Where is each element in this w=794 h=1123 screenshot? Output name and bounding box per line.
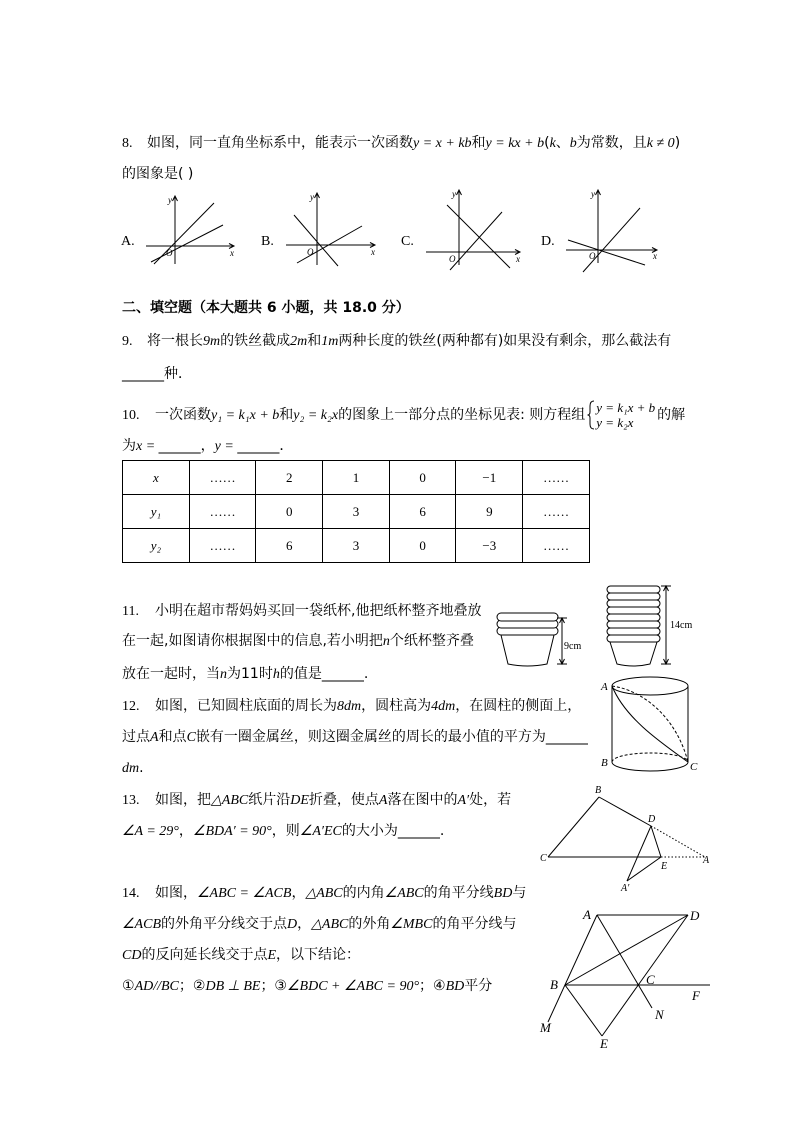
option-a-label: A. — [121, 234, 135, 249]
point-b-label: B — [595, 785, 602, 796]
text: 处，若 — [469, 792, 512, 808]
table-cell: …… — [189, 495, 256, 529]
table-cell: −3 — [456, 529, 523, 563]
point-a-prime-label: A′ — [621, 883, 630, 894]
math: h — [272, 667, 280, 682]
math: D — [287, 917, 298, 932]
tall-stack-dimension — [661, 586, 692, 664]
text: ；② — [178, 978, 206, 994]
tall-cup-rim — [607, 593, 660, 600]
q11-line-3 — [122, 664, 368, 684]
table-cell: …… — [523, 495, 590, 529]
brace-icon — [587, 400, 595, 430]
text: 过点 — [122, 729, 150, 745]
math: ∠A = 29° — [122, 824, 179, 839]
text: 的角平分线与 — [432, 916, 517, 932]
short-cup-body — [501, 635, 554, 666]
text: ，以下结论： — [276, 947, 361, 963]
math: E — [267, 948, 277, 963]
point-c-label: C — [646, 972, 655, 987]
q12-line-2 — [122, 727, 588, 747]
table-cell: 0 — [389, 461, 456, 495]
question-number: 12. — [122, 699, 140, 714]
text: 和点 — [158, 729, 187, 745]
graph-c-line-1 — [447, 205, 510, 268]
text: 小明在超市帮妈妈买回一袋纸杯,他把纸杯整齐地叠放 — [155, 603, 482, 619]
math: y₂ = k₂x — [293, 408, 339, 423]
graph-d-line-2 — [568, 240, 645, 265]
math: A — [150, 730, 159, 745]
graph-a-x-label: x — [230, 248, 234, 258]
math: A — [378, 793, 388, 808]
question-number: 10. — [122, 408, 140, 423]
q10-line-2 — [122, 436, 293, 456]
math: 1m — [321, 334, 339, 349]
text: 和 — [307, 333, 322, 349]
point-n-label: N — [655, 1007, 664, 1022]
graph-b-line-1 — [294, 215, 338, 266]
q14-line-1 — [122, 883, 526, 903]
graph-c-x-label: x — [516, 254, 520, 264]
tall-cup-rim — [607, 635, 660, 642]
system-equation-1: y = k₁x + b — [596, 400, 656, 415]
tall-cup-rim — [607, 607, 660, 614]
segment-bd — [565, 915, 688, 985]
segment-be — [565, 985, 602, 1036]
math: b — [569, 136, 577, 151]
tall-cup-rim — [607, 621, 660, 628]
table-row — [123, 495, 590, 529]
text: ，圆柱高为 — [361, 698, 432, 714]
text: ；③ — [260, 978, 287, 994]
line-de — [602, 915, 688, 1036]
tall-height-label: 14cm — [670, 620, 693, 631]
section-heading: 二、填空题（本大题共 6 小题，共 18.0 分） — [122, 300, 410, 316]
option-b-label: B. — [261, 234, 274, 249]
text: 纸片沿 — [248, 792, 291, 808]
text: 两种长度的铁丝(两种都有)如果没有剩余，那么截法有 — [338, 333, 672, 349]
math: 8dm — [337, 699, 362, 714]
graph-d-line-1 — [583, 208, 640, 272]
graph-d-y-label: y — [591, 189, 595, 199]
table-row — [123, 461, 590, 495]
short-stack-dimension — [557, 618, 581, 664]
point-c-label: C — [540, 853, 547, 864]
table-row — [123, 529, 590, 563]
text: 的大小为______. — [341, 823, 445, 839]
text: ，则 — [271, 823, 300, 839]
tall-cup-rim — [607, 600, 660, 607]
q11-line-1 — [122, 601, 481, 621]
math: y = kx + b — [485, 136, 545, 151]
text: 与 — [512, 885, 527, 901]
text: 在一起,如图请你根据图中的信息,若小明把 — [122, 633, 383, 649]
text: ， — [178, 823, 193, 839]
text: 如图，把 — [155, 792, 211, 808]
math: CD — [122, 948, 142, 963]
point-m-label: M — [540, 1020, 551, 1035]
table-cell: 3 — [323, 529, 390, 563]
cylinder-bottom-front — [612, 762, 688, 771]
math: △ABC — [211, 793, 249, 808]
math: y = x + kb — [413, 136, 472, 151]
question-number: 13. — [122, 793, 140, 808]
segment-bc — [548, 797, 599, 857]
math: 4dm — [431, 699, 456, 714]
text: 放在一起时，当 — [122, 666, 220, 682]
text: 将一根长 — [147, 333, 203, 349]
table-cell: …… — [523, 461, 590, 495]
cups-figure — [497, 586, 692, 666]
q11-line-2 — [122, 631, 474, 651]
graph-b — [286, 192, 375, 266]
math: ∠A′EC — [299, 824, 342, 839]
math: dm — [122, 761, 140, 776]
short-height-label: 9cm — [564, 641, 582, 652]
text: 的角平分线 — [423, 885, 494, 901]
table-cell: −1 — [456, 461, 523, 495]
q9-line-1 — [122, 331, 671, 351]
math: ∠ABC — [384, 886, 424, 901]
option-c-label: C. — [401, 234, 414, 249]
graph-c-origin-label: O — [449, 254, 456, 264]
question-number: 14. — [122, 886, 140, 901]
math: A′ — [457, 793, 470, 808]
segment-bd — [599, 797, 651, 826]
wire-front — [612, 686, 688, 762]
tall-cup-stack — [607, 586, 660, 666]
table-cell: 0 — [389, 529, 456, 563]
table-cell: 0 — [256, 495, 323, 529]
line-am — [548, 915, 597, 1022]
graph-c — [426, 189, 520, 270]
table-cell: 3 — [323, 495, 390, 529]
text: 的解 — [657, 407, 686, 423]
short-cup-stack — [497, 613, 558, 666]
wire-back — [612, 686, 688, 762]
graph-b-origin-label: O — [307, 247, 314, 257]
math: n — [220, 667, 227, 682]
table-cell: 6 — [256, 529, 323, 563]
text: ，在圆柱的侧面上， — [455, 698, 582, 714]
text: ；④ — [419, 978, 446, 994]
text: 、 — [555, 135, 570, 151]
math: x = — [136, 439, 159, 454]
math: C — [186, 730, 196, 745]
math: y₁ = k₁x + b — [211, 408, 280, 423]
answer-blank: ______． — [237, 438, 294, 454]
tall-cup-rim — [607, 586, 660, 593]
math: △ABC — [305, 886, 343, 901]
fold-triangle-figure — [540, 785, 710, 894]
text: 和 — [471, 135, 486, 151]
equation-system — [587, 400, 655, 430]
q8-line-1 — [122, 133, 680, 153]
q14-line-3 — [122, 945, 360, 965]
text: 为 — [122, 438, 136, 454]
q10-line-1 — [122, 400, 686, 430]
math: ∠ACB — [122, 917, 161, 932]
graph-b-y-label: y — [310, 192, 314, 202]
math: 9m — [203, 334, 221, 349]
text: ① — [122, 978, 135, 994]
text: 一次函数 — [155, 407, 211, 423]
text: 折叠，使点 — [308, 792, 379, 808]
text: 的反向延长线交于点 — [141, 947, 268, 963]
math: ∠MBC — [390, 917, 433, 932]
math: n — [382, 634, 390, 649]
table-cell: y₂ — [123, 529, 190, 563]
graph-a-origin-label: O — [166, 248, 173, 258]
text: . — [139, 760, 144, 776]
graph-a-y-label: y — [168, 195, 172, 205]
q13-line-2 — [122, 821, 444, 841]
point-e-label: E — [661, 861, 668, 872]
question-number: 8. — [122, 136, 133, 151]
table-cell: x — [123, 461, 190, 495]
math: △ABC — [311, 917, 349, 932]
q8-line-2: 的图象是( ) — [122, 166, 194, 182]
text: 如图，已知圆柱底面的周长为 — [155, 698, 337, 714]
text: 为常数，且 — [576, 135, 647, 151]
q12-line-1 — [122, 696, 581, 716]
table-cell: 2 — [256, 461, 323, 495]
graph-b-x-label: x — [371, 247, 375, 257]
text: 平分 — [464, 978, 493, 994]
point-a-label: A — [601, 681, 608, 693]
table-cell: 9 — [456, 495, 523, 529]
math: k — [549, 136, 556, 151]
math: k ≠ 0 — [646, 136, 675, 151]
text: 和 — [279, 407, 294, 423]
text: ， — [297, 916, 312, 932]
graph-a — [146, 195, 234, 264]
values-table — [122, 460, 590, 563]
text: 的值是______. — [279, 666, 369, 682]
math: ∠ABC = ∠ACB — [197, 886, 292, 901]
point-b-label: B — [601, 757, 608, 769]
point-a-label: A — [583, 907, 591, 922]
point-c-label: C — [690, 761, 698, 773]
math: DE — [290, 793, 309, 808]
line-an — [597, 915, 652, 1008]
tall-cup-rim — [607, 628, 660, 635]
math: y = — [214, 439, 238, 454]
table-cell: 6 — [389, 495, 456, 529]
question-number: 9. — [122, 334, 133, 349]
tall-cup-body — [610, 642, 657, 666]
text: 个纸杯整齐叠 — [389, 633, 474, 649]
short-cup-rim — [497, 613, 558, 621]
text: 如图， — [155, 885, 197, 901]
point-d-label: D — [648, 814, 656, 825]
q14-line-4 — [122, 976, 492, 996]
graph-d-origin-label: O — [589, 251, 596, 261]
text: 的图象上一部分点的坐标见表: 则方程组 — [338, 407, 586, 423]
option-d-label: D. — [541, 234, 555, 249]
graph-a-line-1 — [154, 203, 214, 264]
text: ， — [291, 885, 306, 901]
text: 的外角平分线交于点 — [161, 916, 287, 932]
question-number: 11. — [122, 604, 139, 619]
table-cell: y₁ — [123, 495, 190, 529]
table-cell: …… — [189, 529, 256, 563]
tall-cup-rim — [607, 614, 660, 621]
q14-line-2 — [122, 914, 516, 934]
math: ∠BDA′ = 90° — [192, 824, 272, 839]
table-cell: …… — [189, 461, 256, 495]
math: BD — [493, 886, 513, 901]
point-d-label: D — [690, 908, 700, 923]
bisector-figure — [539, 907, 710, 1051]
system-equation-2: y = k₂x — [596, 415, 634, 430]
text: 为11时 — [227, 666, 273, 682]
text: ( — [544, 135, 550, 151]
cylinder-figure — [600, 677, 698, 773]
graph-d-x-label: x — [653, 251, 657, 261]
cylinder-top — [612, 677, 688, 695]
math: AD//BC — [134, 979, 179, 994]
math: 2m — [290, 334, 308, 349]
point-a-label: A — [703, 855, 710, 866]
math: DB ⊥ BE — [205, 979, 261, 994]
graph-d — [566, 189, 657, 272]
q13-line-1 — [122, 790, 511, 810]
q12-line-3 — [122, 758, 144, 778]
table-cell: 1 — [323, 461, 390, 495]
graph-c-y-label: y — [452, 189, 456, 199]
text: 的内角 — [342, 885, 385, 901]
answer-blank: ______， — [158, 438, 215, 454]
q9-line-2: ______种． — [122, 366, 192, 382]
math: ∠BDC + ∠ABC = 90° — [287, 979, 420, 994]
point-f-label: F — [692, 988, 700, 1003]
text: ) — [674, 135, 681, 151]
segment-de — [651, 826, 661, 857]
text: 嵌有一圈金属丝，则这圈金属丝的周长的最小值的平方为______ — [195, 729, 588, 745]
text: 的铁丝截成 — [220, 333, 291, 349]
point-e-label: E — [600, 1036, 608, 1051]
text: 如图，同一直角坐标系中，能表示一次函数 — [147, 135, 413, 151]
text: 的外角 — [348, 916, 391, 932]
point-b-label: B — [550, 977, 558, 992]
graph-c-line-2 — [450, 212, 502, 270]
table-cell: …… — [523, 529, 590, 563]
text: 落在图中的 — [387, 792, 458, 808]
math: BD — [445, 979, 465, 994]
